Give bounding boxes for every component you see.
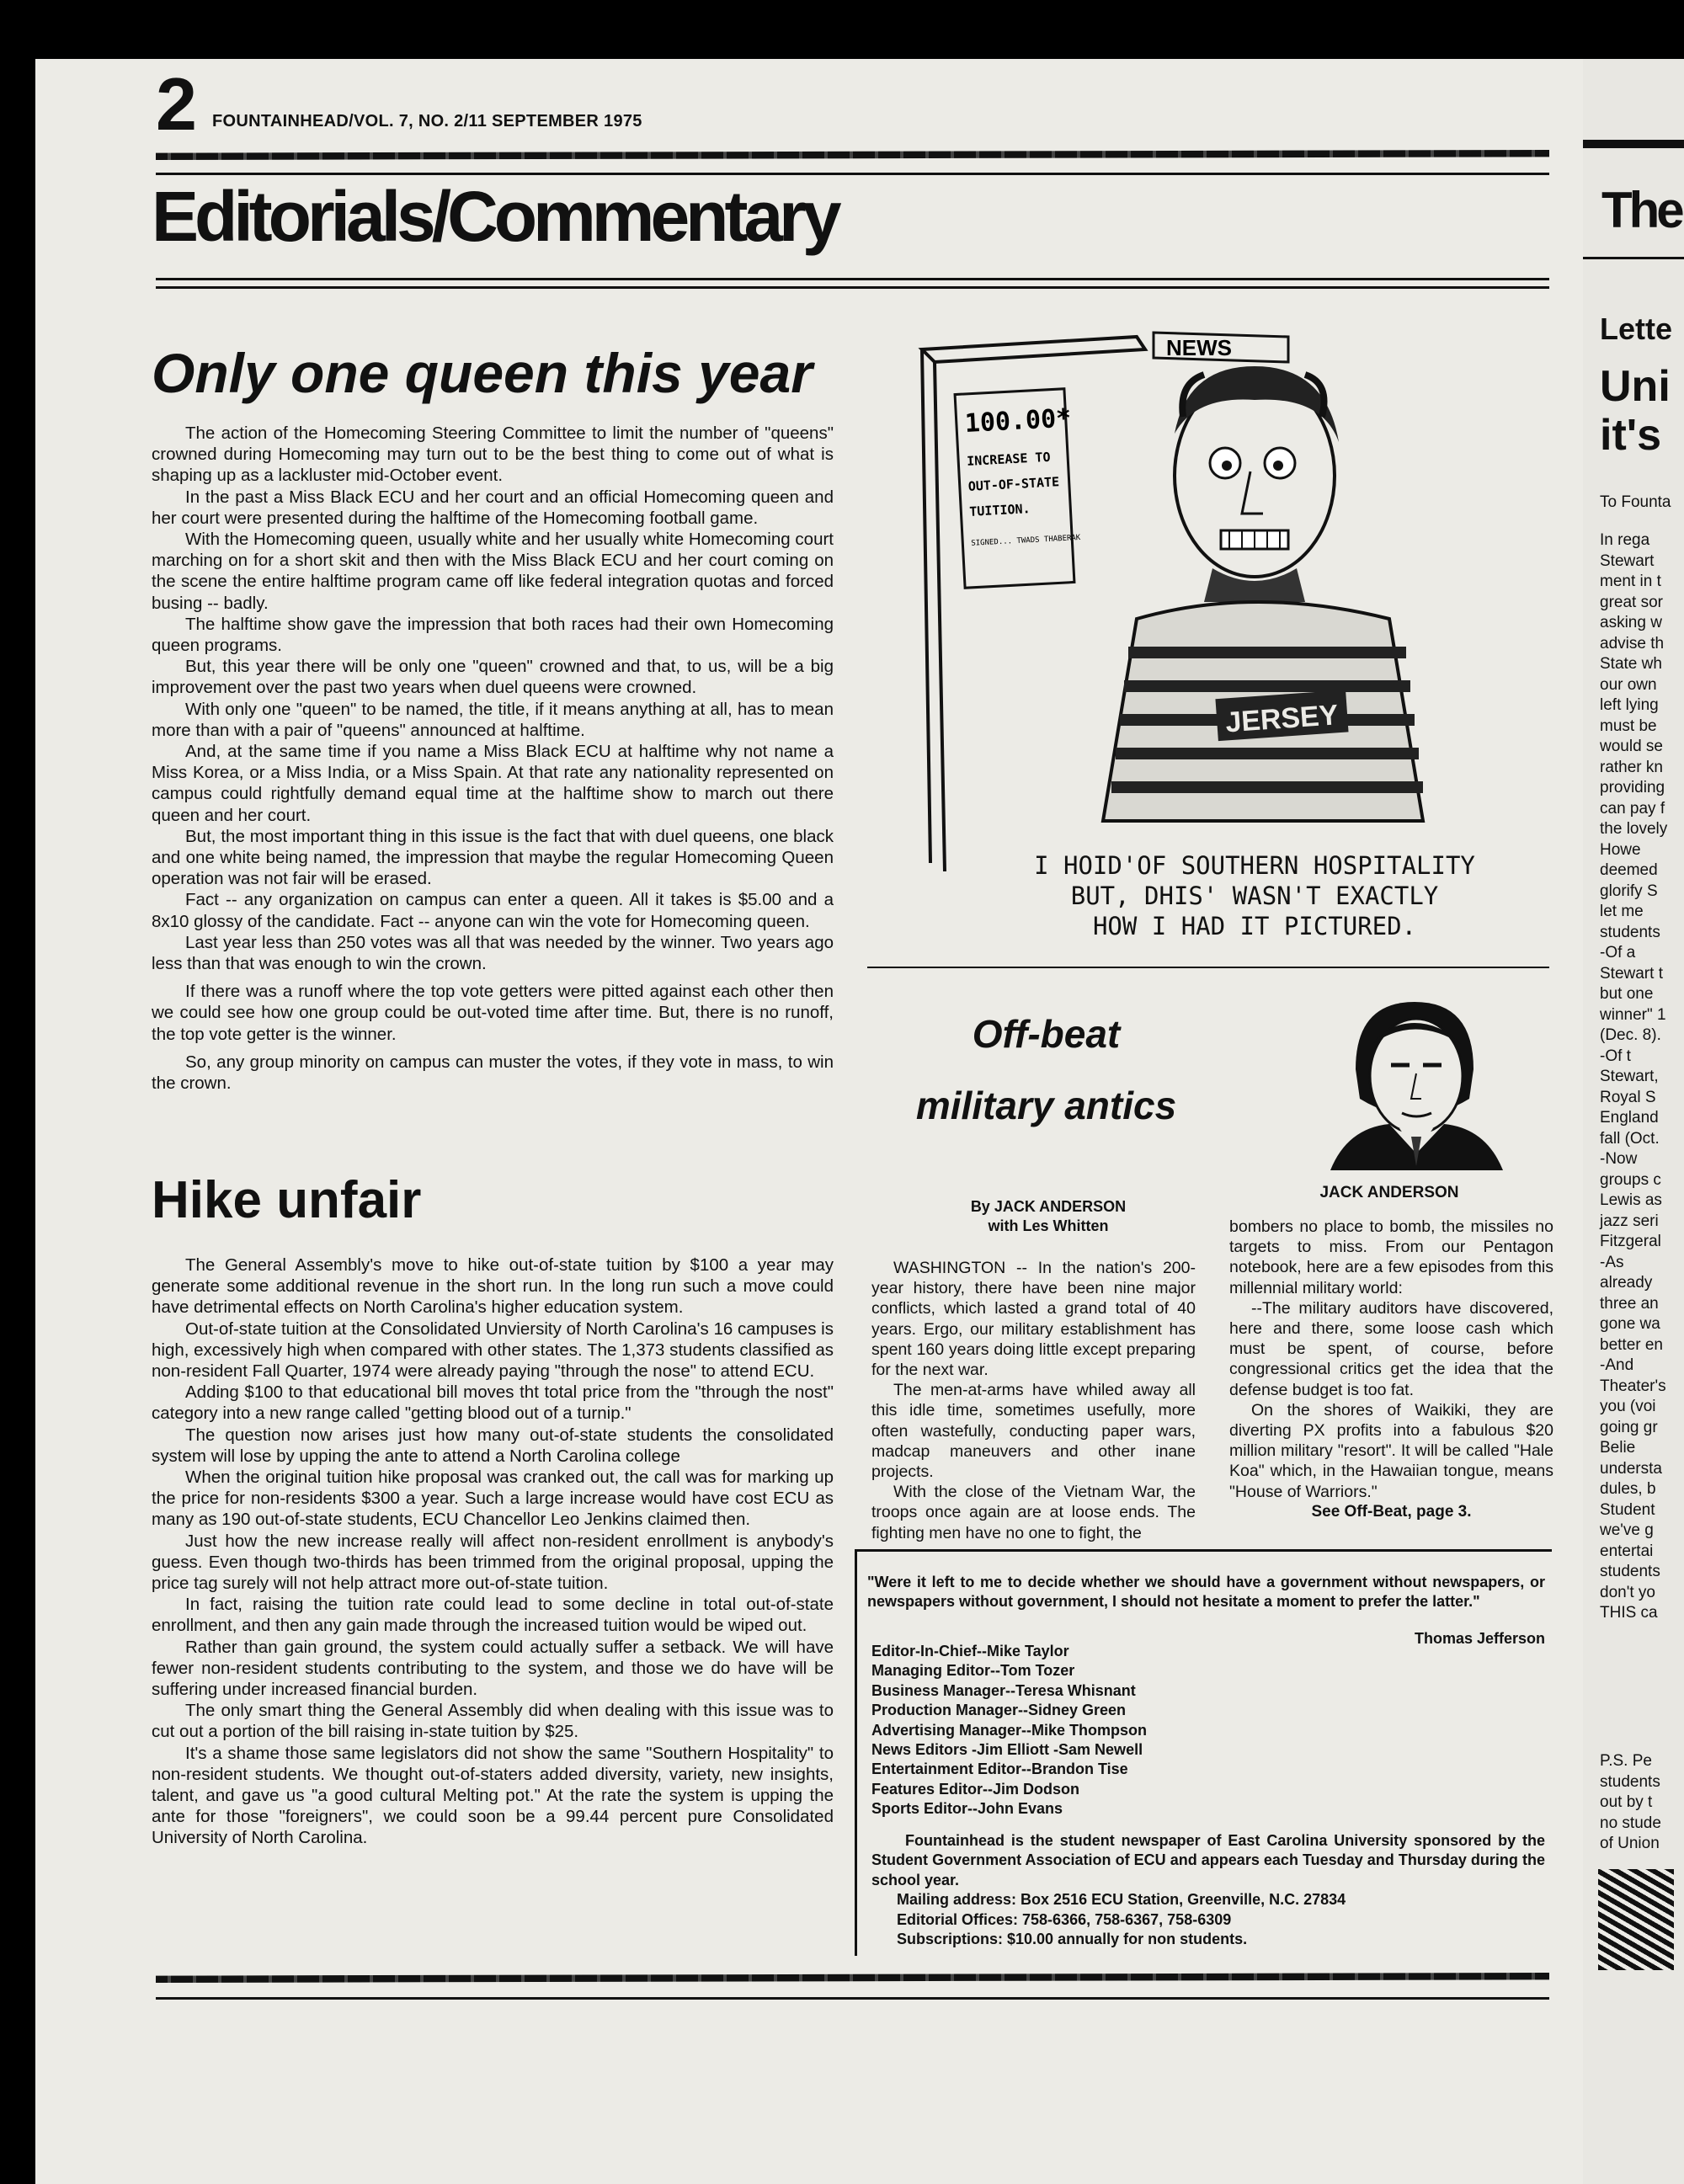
strip-letter-line: advise th: [1600, 634, 1665, 653]
strip-illustration: [1598, 1869, 1674, 1970]
column-headline-line2: military antics: [915, 1084, 1177, 1127]
strip-wavy-rule: [1583, 140, 1684, 148]
photo-caption: JACK ANDERSON: [1319, 1184, 1459, 1201]
strip-letter-line: entertai: [1600, 1542, 1654, 1560]
editorial2-paragraph: Adding $100 to that educational bill moves tht total price from the "through the nost" category into a new range called "getting blood out of a turnip.": [152, 1382, 834, 1424]
column-byline: [893, 1197, 1204, 1236]
column-text-col1: [871, 1258, 1196, 1543]
editorial1-paragraph: But, this year there will be only one "queen" crowned and that, to us, will be a big improvement over the past two years when duel queens were crowned.: [152, 657, 834, 698]
cartoon-jersey-text: JERSEY: [1224, 699, 1340, 739]
quote-author: Thomas Jefferson: [1414, 1630, 1545, 1647]
photo-drawing: [1322, 985, 1516, 1170]
editorial2-paragraph: Out-of-state tuition at the Consolidated Unviersity of North Carolina's 16 campuses is high, excessively high when compared with other states. The 1,373 students classified as non-resident Fall Quarter, 1974 were already paying "through the nose" to attend ECU.: [152, 1318, 834, 1382]
editorial1-headline: Only one queen this year: [152, 342, 813, 404]
jefferson-quote: "Were it left to me to decide whether we should have a government without newspapers, or newspapers without government, I should not hesitate a moment to prefer the latter.": [867, 1574, 1545, 1611]
strip-letter-line: asking w: [1600, 614, 1662, 631]
editorial1-paragraph: And, at the same time if you name a Miss Black ECU at halftime why not name a Miss Korea, or a Miss India, or a Miss Spain. At that rate any nationality represented on campus could rightfully demand equal time at the halftime show to march out there queen and her court.: [152, 742, 834, 825]
column-byline-author: By JACK ANDERSON: [970, 1198, 1127, 1215]
mailing-address: Mailing address: Box 2516 ECU Station, Greenville, N.C. 27834: [897, 1891, 1346, 1909]
section-rule-top: [156, 278, 1549, 280]
strip-letter-line: understa: [1600, 1459, 1662, 1478]
staff-entry: Editor-In-Chief--Mike Taylor: [871, 1643, 1069, 1659]
editorial2-paragraph: It's a shame those same legislators did not show the same "Southern Hospitality" to non-resident students. We thought out-of-staters added diversity, variety, new insights, talent, and gave us "a good cultural Melting pot." At the rate the system is upping the ante for those "foreigners", we could soon be a 99.44 percent pure Consolidated University of North Carolina.: [152, 1743, 834, 1848]
editorial2-paragraph: The question now arises just how many out-of-state students the consolidated system will lose by upping the ante to attend a North Carolina college: [152, 1425, 834, 1466]
cartoon-caption: [968, 850, 1541, 941]
strip-letter-line: Belie: [1600, 1439, 1636, 1457]
strip-letter-line: Royal S: [1600, 1088, 1656, 1106]
strip-ps-line: students: [1600, 1772, 1660, 1791]
editorial1-paragraph: With the Homecoming queen, usually white and her usually white Homecoming court marching on for a short skit and then with the Miss Black ECU and her court coming on the scene the entire halftime program came off like federal integration quotas and forced busing -- badly.: [152, 530, 834, 613]
strip-postscript: [1600, 1751, 1661, 1855]
column-paragraph: With the close of the Vietnam War, the troops once again are at loose ends. The fighting men have no one to fight, the: [871, 1483, 1196, 1542]
editorial2-paragraph: Just how the new increase really will affect non-resident enrollment is anybody's guess. Even though two-thirds has been trimmed from the original proposal, upping the price tag surely will not help attract more out-of-state tuition.: [152, 1531, 834, 1594]
editorial2-paragraph: The only smart thing the General Assembly did when dealing with this issue was to cut out a portion of the bill raising in-state tuition by $25.: [152, 1701, 834, 1742]
strip-letter-line: Stewart t: [1600, 964, 1663, 983]
strip-letter-line: winner" 1: [1600, 1005, 1666, 1024]
staff-entry: Entertainment Editor--Brandon Tise: [871, 1761, 1128, 1778]
section-rule-bottom: [156, 286, 1549, 289]
strip-letter-line: THIS ca: [1600, 1604, 1658, 1622]
strip-letter-line: In rega: [1600, 531, 1650, 549]
strip-letter-line: -Of t: [1600, 1047, 1631, 1065]
cartoon-notice-line: OUT-OF-STATE: [967, 474, 1060, 494]
strip-letter-line: our own: [1600, 675, 1657, 694]
strip-letter-line: Stewart,: [1600, 1068, 1659, 1085]
strip-letter-line: providing: [1600, 779, 1665, 796]
strip-letter-line: Fitzgeral: [1600, 1233, 1661, 1250]
strip-headline: [1600, 362, 1671, 460]
column-text-col2: [1229, 1217, 1553, 1502]
strip-letter-line: fall (Oct.: [1600, 1129, 1660, 1148]
strip-letter-line: don't yo: [1600, 1583, 1655, 1601]
strip-letter-line: -Now: [1600, 1150, 1638, 1168]
page-number: 2: [156, 62, 197, 146]
column-byline-coauthor: with Les Whitten: [988, 1217, 1109, 1234]
editorial2-paragraph: In fact, raising the tuition rate could lead to some decline in total out-of-state enrollment, and then any gain made through the increased tuition would be wiped out.: [152, 1595, 834, 1636]
strip-letter-line: better en: [1600, 1335, 1663, 1354]
strip-letter-line: groups c: [1600, 1170, 1661, 1189]
staff-entry: Features Editor--Jim Dodson: [871, 1780, 1080, 1798]
staff-list: [871, 1642, 1292, 1819]
editorial-cartoon: [884, 316, 1532, 930]
cartoon-caption-line: BUT, DHIS' WASN'T EXACTLY: [1070, 882, 1439, 910]
strip-letter-line: rather kn: [1600, 758, 1663, 776]
strip-letter-line: Theater's: [1600, 1377, 1666, 1395]
strip-letter-line: students: [1600, 1563, 1660, 1580]
jack-anderson-photo: [1322, 985, 1516, 1170]
strip-letter-line: dules, b: [1600, 1480, 1656, 1498]
editorial1-paragraph: But, the most important thing in this issue is the fact that with duel queens, one black and one white being named, the impression that maybe the regular Homecoming Queen operation was not fair will be erased.: [152, 826, 834, 889]
cartoon-notice-line: INCREASE TO: [966, 449, 1051, 469]
cartoon-news-sign: NEWS: [1166, 335, 1232, 360]
strip-letter-line: the lovely: [1600, 820, 1668, 838]
staff-entry: Production Manager--Sidney Green: [871, 1702, 1127, 1719]
editorial1-paragraph: With only one "queen" to be named, the title, if it means anything at all, has to mean more than with a pair of "queens" announced at halftime.: [152, 699, 834, 740]
strip-letter-line: Howe: [1600, 840, 1641, 859]
strip-letter-line: -And: [1600, 1356, 1634, 1374]
adjacent-page-strip: [1583, 59, 1684, 2184]
strip-ps-line: P.S. Pe: [1600, 1752, 1652, 1770]
strip-letter-line: England: [1600, 1109, 1659, 1127]
cartoon-notice-line: TUITION.: [968, 501, 1031, 519]
editorial1-body: [152, 423, 834, 1094]
column-paragraph: --The military auditors have discovered, here and there, some loose cash which must be spent, of course, before congressional critics get the idea that the defense budget is too fat.: [1229, 1298, 1553, 1399]
strip-letter-line: ment in t: [1600, 573, 1661, 590]
strip-headline-line: Uni: [1600, 362, 1671, 411]
staff-entry: Advertising Manager--Mike Thompson: [871, 1721, 1148, 1739]
strip-letter-line: State wh: [1600, 655, 1662, 673]
column-paragraph: On the shores of Waikiki, they are diverting PX profits into a fabulous $20 million military "resort". It will be called "Hale Koa" which, in the Hawaiian tongue, means "House of Warriors.": [1229, 1400, 1553, 1501]
strip-section: Lette: [1600, 312, 1673, 346]
cartoon-notice-signed: SIGNED... TWADS THABERAK: [971, 533, 1081, 548]
editorial1-paragraph: Last year less than 250 votes was all that was needed by the winner. Two years ago less than that was enough to win the crown.: [152, 932, 834, 974]
folio-line: FOUNTAINHEAD/VOL. 7, NO. 2/11 SEPTEMBER 1975: [212, 112, 642, 131]
staff-entry: Business Manager--Teresa Whisnant: [871, 1681, 1136, 1699]
strip-letter-line: great sor: [1600, 593, 1663, 611]
editorial2-paragraph: Rather than gain ground, the system could actually suffer a setback. We will have fewer non-resident students contributing to the system, and those we do have will be suffering under increased financial burden.: [152, 1637, 834, 1700]
strip-letter-line: already: [1600, 1274, 1653, 1292]
strip-letter-line: you (voi: [1600, 1398, 1656, 1415]
strip-ps-line: out by t: [1600, 1793, 1653, 1811]
cartoon-notice: [964, 403, 1081, 548]
editorial2-body: [152, 1254, 834, 1849]
editorial-offices: Editorial Offices: 758-6366, 758-6367, 758-6309: [897, 1910, 1232, 1928]
strip-letter-line: Lewis as: [1600, 1191, 1662, 1209]
strip-letter-body: [1600, 530, 1667, 1624]
editorial2-paragraph: The General Assembly's move to hike out-of-state tuition by $100 a year may generate some additional revenue in the short run. In the long run such a move could have detrimental effects on North Carolina's higher education system.: [152, 1255, 834, 1318]
cartoon-caption-line: I HOID'OF SOUTHERN HOSPITALITY: [1034, 851, 1475, 880]
about-text: Fountainhead is the student newspaper of East Carolina University sponsored by the Student Government Association of ECU and appears each Tuesday and Thursday during the school year.: [871, 1832, 1545, 1888]
editorial2-paragraph: When the original tuition hike proposal was cranked out, the call was for marking up the price for non-residents $300 a year. Such a large increase would have cost ECU as many as 190 out-of-state students, ECU Chancellor Leo Jenkins claimed then.: [152, 1468, 834, 1530]
strip-letter-line: (Dec. 8).: [1600, 1026, 1661, 1044]
strip-letter-line: gone wa: [1600, 1315, 1660, 1333]
strip-letter-line: -Of a: [1600, 944, 1636, 961]
strip-salutation: To Founta: [1600, 493, 1671, 511]
staff-entry: News Editors -Jim Elliott -Sam Newell: [871, 1741, 1143, 1759]
strip-letter-line: students: [1600, 923, 1660, 941]
strip-ps-line: of Union: [1600, 1835, 1660, 1852]
column-headline-line1: Off-beat: [972, 1012, 1121, 1056]
strip-letter-line: we've g: [1600, 1521, 1654, 1539]
strip-letter-line: three an: [1600, 1294, 1659, 1313]
strip-title: The: [1601, 182, 1681, 238]
strip-letter-line: must be: [1600, 716, 1657, 735]
column-paragraph: bombers no place to bomb, the missiles no targets to miss. From our Pentagon notebook, here are a few episodes from this millennial military world:: [1229, 1217, 1553, 1297]
strip-letter-line: left lying: [1600, 696, 1659, 714]
header-rule: [156, 173, 1549, 175]
strip-letter-line: glorify S: [1600, 882, 1658, 900]
strip-letter-line: but one: [1600, 985, 1654, 1003]
strip-letter-line: going gr: [1600, 1418, 1658, 1436]
strip-letter-line: would se: [1600, 738, 1663, 755]
strip-letter-line: jazz seri: [1600, 1212, 1659, 1230]
strip-letter-line: deemed: [1600, 861, 1658, 879]
editorial1-paragraph: If there was a runoff where the top vote getters were pitted against each other then we could see how one group could be out-voted time after time. But, there is no runoff, the top vote getter is the winner.: [152, 982, 834, 1044]
column-separator-rule: [867, 967, 1549, 968]
publication-info: [871, 1831, 1545, 1949]
editorial1-paragraph: The halftime show gave the impression that both races had their own Homecoming queen programs.: [152, 614, 834, 656]
staff-entry: Sports Editor--John Evans: [871, 1800, 1063, 1818]
strip-ps-line: no stude: [1600, 1814, 1661, 1832]
subscriptions: Subscriptions: $10.00 annually for non students.: [897, 1931, 1248, 1948]
column-paragraph: The men-at-arms have whiled away all this idle time, sometimes usefully, more often wastefully, conducting paper wars, madcap maneuvers and other inane projects.: [871, 1381, 1196, 1482]
editorial1-paragraph: The action of the Homecoming Steering Committee to limit the number of "queens" crowned during Homecoming may turn out to be the best thing to come out of what is shaping up as a lackluster mid-October event.: [152, 423, 834, 486]
strip-headline-line: it's: [1600, 411, 1662, 460]
section-title: Editorials/Commentary: [152, 177, 838, 256]
cartoon-figure: [1103, 366, 1423, 821]
staff-entry: Managing Editor--Tom Tozer: [871, 1662, 1075, 1680]
column-continued-link[interactable]: See Off-Beat, page 3.: [1311, 1503, 1472, 1521]
cartoon-drawing: [884, 316, 1532, 930]
editorial1-paragraph: So, any group minority on campus can muster the votes, if they vote in mass, to win the crown.: [152, 1052, 834, 1094]
cartoon-notice-amount: 100.00*: [963, 403, 1073, 439]
strip-letter-line: -As: [1600, 1253, 1624, 1271]
cartoon-caption-line: HOW I HAD IT PICTURED.: [1092, 912, 1417, 940]
strip-letter-line: Student: [1600, 1500, 1655, 1519]
editorial1-paragraph: In the past a Miss Black ECU and her court and an official Homecoming queen and her court were presented during the halftime of the Homecoming football game.: [152, 487, 834, 528]
strip-letter-line: Stewart: [1600, 551, 1655, 570]
footer-rule: [156, 1997, 1549, 2000]
editorial1-paragraph: Fact -- any organization on campus can enter a queen. All it takes is $5.00 and a 8x10 glossy of the candidate. Fact -- anyone can win the vote for Homecoming queen.: [152, 890, 834, 931]
editorial2-headline: Hike unfair: [152, 1171, 422, 1229]
strip-letter-line: let me: [1600, 903, 1644, 920]
strip-letter-line: can pay f: [1600, 799, 1665, 818]
column-paragraph: WASHINGTON -- In the nation's 200-year history, there have been nine major conflicts, which lasted a grand total of 40 years. Ergo, our military establishment has spent 160 years doing little except preparing for the next war.: [871, 1259, 1196, 1380]
strip-rule: [1583, 257, 1684, 259]
